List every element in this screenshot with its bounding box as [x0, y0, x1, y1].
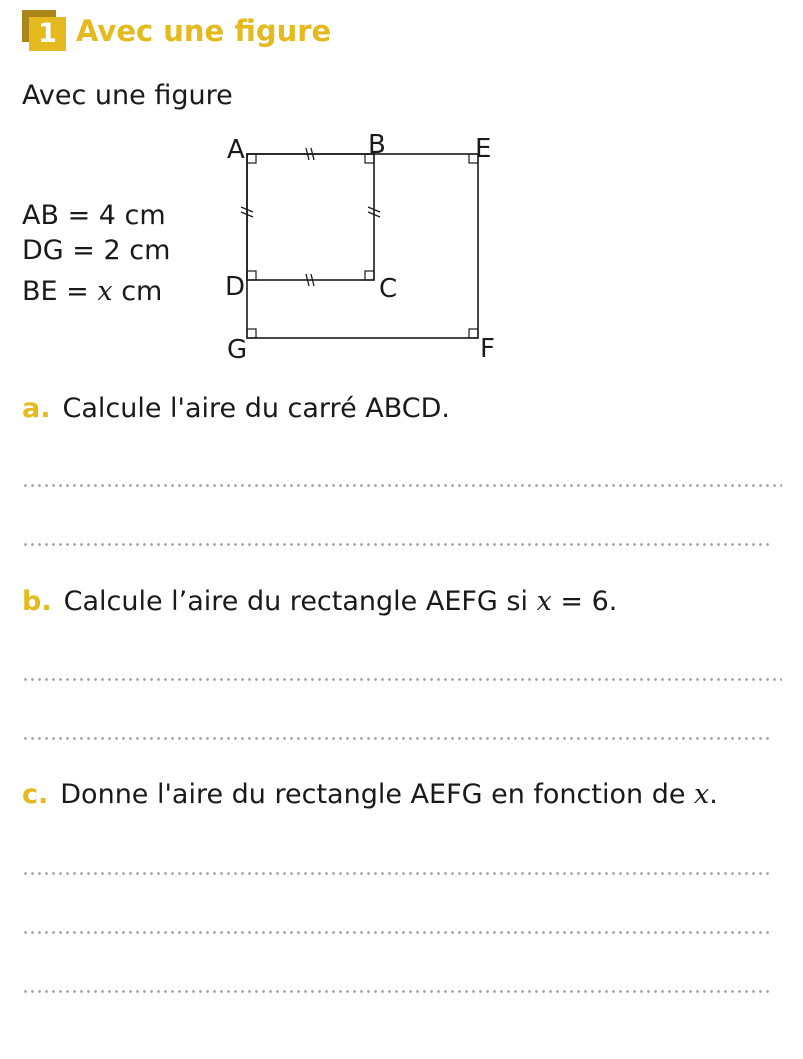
question-c-variable: x — [694, 779, 710, 810]
right-angle-mark-f — [469, 329, 478, 338]
question-c-letter: c. — [22, 779, 49, 810]
square-abcd — [247, 154, 374, 280]
question-c-after: . — [709, 779, 718, 810]
geometry-figure — [220, 126, 520, 366]
given-be-prefix: BE = — [22, 276, 98, 307]
question-c-text: Donne l'aire du rectangle AEFG en fonction de — [60, 779, 695, 810]
given-ab: AB = 4 cm — [22, 200, 166, 231]
right-angle-mark-g — [247, 329, 256, 338]
given-dg: DG = 2 cm — [22, 235, 171, 266]
intro-text: Avec une figure — [22, 80, 233, 111]
given-be-variable: x — [97, 276, 113, 307]
question-a-letter: a. — [22, 393, 51, 424]
right-angle-mark-d — [247, 271, 256, 280]
vertex-label-f: F — [480, 334, 495, 364]
vertex-label-c: C — [379, 274, 398, 304]
given-be — [22, 276, 162, 307]
question-a — [22, 393, 450, 424]
right-angle-mark-a — [247, 154, 256, 163]
vertex-label-e: E — [475, 134, 492, 164]
answer-line-a2[interactable] — [22, 543, 771, 546]
given-be-suffix: cm — [112, 276, 163, 307]
exercise-number-badge — [22, 10, 66, 50]
rectangle-aefg — [247, 154, 478, 338]
question-c — [22, 779, 718, 810]
answer-line-c3[interactable] — [22, 990, 771, 993]
vertex-label-d: D — [225, 272, 246, 302]
question-a-text: Calcule l'aire du carré ABCD. — [62, 393, 451, 424]
question-b-after: = 6. — [551, 586, 618, 617]
vertex-label-a: A — [227, 135, 245, 165]
vertex-label-g: G — [227, 335, 248, 365]
answer-line-c1[interactable] — [22, 872, 771, 875]
exercise-title: Avec une figure — [76, 14, 332, 48]
answer-line-c2[interactable] — [22, 931, 771, 934]
question-b-text: Calcule l’aire du rectangle AEFG si — [63, 586, 537, 617]
exercise-number: 1 — [29, 17, 66, 51]
question-b-variable: x — [536, 586, 552, 617]
answer-line-a1[interactable] — [22, 484, 782, 487]
vertex-label-b: B — [368, 130, 386, 160]
answer-line-b1[interactable] — [22, 678, 782, 681]
question-b-letter: b. — [22, 586, 52, 617]
answer-line-b2[interactable] — [22, 737, 771, 740]
question-b — [22, 586, 617, 617]
right-angle-mark-c — [365, 271, 374, 280]
